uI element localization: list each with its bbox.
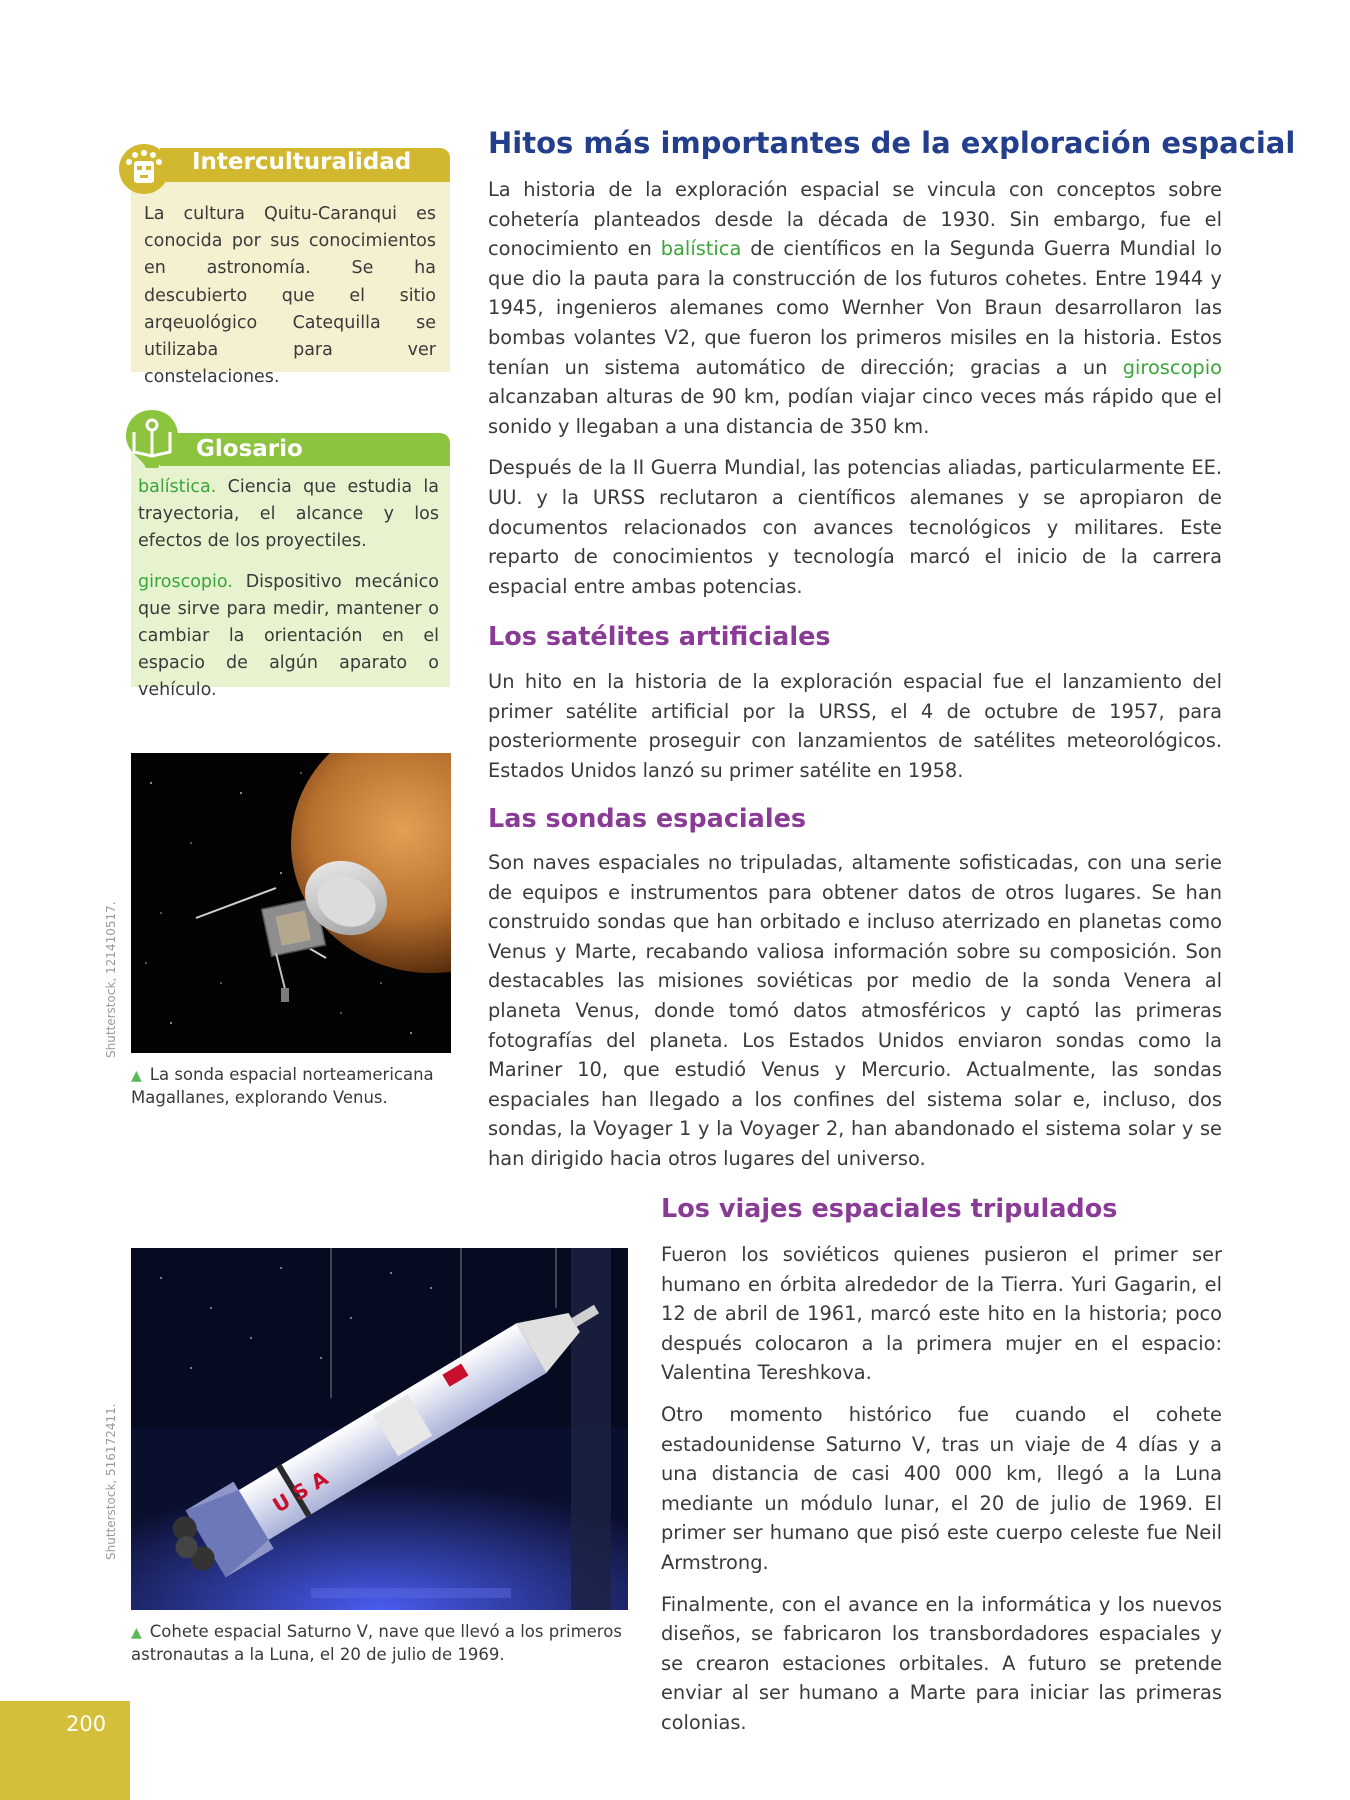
glossary-definition: Ciencia que estudia la trayectoria, el alcance y los efectos de los proyectiles.: [138, 477, 439, 551]
page-footer-strip: [0, 1701, 130, 1800]
venus-photo-credit: Shutterstock, 121410517.: [104, 901, 118, 1058]
term-balistica: balística: [660, 237, 742, 261]
page-title: Hitos más importantes de la exploración espacial: [488, 126, 1296, 160]
glossary-definition: Dispositivo mecánico que sirve para medir, mantener o cambiar la orientación en el espacio de algún aparato o vehículo.: [138, 572, 439, 700]
glosario-title: Glosario: [196, 436, 303, 462]
glossary-book-icon: [124, 408, 180, 470]
culture-mask-icon: [118, 143, 170, 195]
section-title-sondas: Las sondas espaciales: [488, 804, 807, 834]
viajes-paragraph-2: Otro momento histórico fue cuando el cohete estadounidense Saturno V, tras un viaje de 4 días y a una distancia de casi 400 000 km, llegó a la Luna mediante un módulo lunar, el 20 de julio de 1969. El primer ser humano que pisó este cuerpo celeste fue Neil Armstrong.: [661, 1402, 1222, 1574]
intro-paragraph-2: Después de la II Guerra Mundial, las potencias aliadas, particularmente EE. UU. y la URSS reclutaron a científicos alemanes y se apropiaron de documentos relacionados con avances tecnológicos y militares. Este reparto de conocimientos y tecnología marcó el inicio de la carrera espacial entre ambas potencias.: [488, 456, 1222, 598]
magellan-venus-photo: [131, 753, 451, 1053]
sondas-text: [488, 848, 1222, 1186]
saturn-caption: [131, 1621, 631, 1666]
satelites-paragraph: Un hito en la historia de la exploración espacial fue el lanzamiento del primer satélite artificial por la URSS, el 4 de octubre de 1957, para posteriormente proseguir con lanzamientos de satélites meteorológicos. Estados Unidos lanzó su primer satélite en 1958.: [488, 670, 1222, 782]
saturn-v-photo: [131, 1248, 628, 1610]
satelites-text: [488, 667, 1222, 797]
intro-paragraph-1: La historia de la exploración espacial se vincula con conceptos sobre cohetería planteados desde la década de 1930. Sin embargo, fue el conocimiento en balística de científicos en la Segunda Guerra Mundial lo que dio la pauta para la construcción de los futuros cohetes. Entre 1944 y 1945, ingenieros alemanes como Wernher Von Braun desarrollaron las bombas volantes V2, que fueron los primeros misiles en la historia. Estos tenían un sistema automático de dirección; gracias a un giroscopio alcanzaban alturas de 90 km, podían viajar cinco veces más rápido que el sonido y llegaban a una distancia de 350 km.: [488, 178, 1222, 438]
glossary-entry: [138, 474, 439, 555]
caption-triangle-icon: ▲: [131, 1068, 142, 1084]
term-giroscopio: giroscopio: [1122, 355, 1222, 379]
caption-triangle-icon: ▲: [131, 1625, 142, 1641]
saturn-caption-text: Cohete espacial Saturno V, nave que llevó a los primeros astronautas a la Luna, el 20 de julio de 1969.: [131, 1622, 622, 1664]
glosario-entries: [138, 474, 439, 718]
viajes-text: [661, 1240, 1222, 1750]
page-number: 200: [66, 1712, 107, 1736]
section-title-satelites: Los satélites artificiales: [488, 622, 831, 652]
sondas-paragraph: Son naves espaciales no tripuladas, altamente sofisticadas, con una serie de equipos e instrumentos para obtener datos de otros lugares. Se han construido sondas que han orbitado e incluso aterrizado en planetas como Venus y Marte, recabando valiosa información sobre su composición. Son destacables las misiones soviéticas por medio de la sonda Venera al planeta Venus, donde tomó datos atmosféricos y captó las primeras fotografías del planeta. Los Estados Unidos enviaron sondas como la Mariner 10, que estudió Venus y Mercurio. Actualmente, las sondas espaciales han llegado a los confines del sistema solar e, incluso, dos sondas, la Voyager 1 y la Voyager 2, han abandonado el sistema solar y se han dirigido hacia otros lugares del universo.: [488, 851, 1222, 1170]
viajes-paragraph-1: Fueron los soviéticos quienes pusieron el primer ser humano en órbita alrededor de la Tierra. Yuri Gagarin, el 12 de abril de 1961, marcó este hito en la historia; poco después colocaron a la primera mujer en el espacio: Valentina Tereshkova.: [661, 1243, 1222, 1385]
glossary-entry: [138, 569, 439, 704]
glossary-term: giroscopio.: [138, 572, 233, 592]
section-title-viajes: Los viajes espaciales tripulados: [661, 1194, 1118, 1224]
viajes-paragraph-3: Finalmente, con el avance en la informática y los nuevos diseños, se fabricaron los transbordadores espaciales y se crearon estaciones orbitales. A futuro se pretende enviar al ser humano a Marte para iniciar las primeras colonias.: [661, 1592, 1222, 1734]
venus-caption: [131, 1064, 461, 1109]
venus-caption-text: La sonda espacial norteamericana Magallanes, explorando Venus.: [131, 1065, 434, 1107]
intro-text-block: [488, 175, 1222, 613]
interculturalidad-text: La cultura Quitu-Caranqui es conocida por sus conocimientos en astronomía. Se ha descubierto que el sitio arqeuológico Catequilla se utilizaba para ver constelaciones.: [144, 204, 436, 388]
svg-text:U S A: U S A: [268, 1465, 333, 1518]
saturn-photo-credit: Shutterstock, 516172411.: [104, 1403, 118, 1560]
interculturalidad-title: Interculturalidad: [192, 149, 412, 175]
glossary-term: balística.: [138, 477, 217, 497]
